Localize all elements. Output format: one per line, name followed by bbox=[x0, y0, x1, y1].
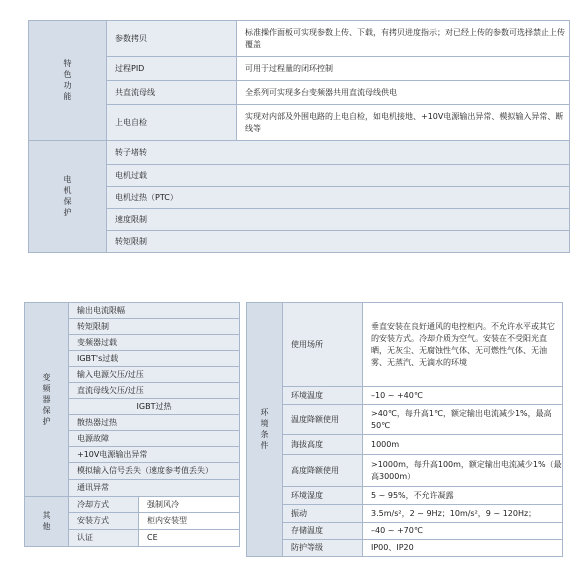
env-name: 环境湿度 bbox=[283, 487, 363, 505]
feature-desc: 全系列可实现多台变频器共用直流母线供电 bbox=[237, 81, 570, 105]
feature-name: 上电自检 bbox=[107, 105, 237, 141]
inverter-protection-item: 模拟输入信号丢失（速度参考值丢失） bbox=[69, 463, 240, 480]
other-value: CE bbox=[139, 530, 240, 547]
inverter-protection-item: IGBT过热 bbox=[69, 399, 240, 415]
category-other: 其他 bbox=[25, 497, 69, 547]
category-inverter-protection: 变频器保护 bbox=[25, 303, 69, 497]
feature-desc: 可用于过程量的闭环控制 bbox=[237, 57, 570, 81]
feature-desc: 实现对内部及外围电路的上电自检，如电机接地、+10V电源输出异常、模拟输入异常、断线等 bbox=[237, 105, 570, 141]
inverter-protection-item: 通讯异常 bbox=[69, 480, 240, 497]
env-name: 存储温度 bbox=[283, 523, 363, 540]
inverter-protection-item: IGBT's过载 bbox=[69, 351, 240, 367]
env-name: 防护等级 bbox=[283, 540, 363, 557]
inverter-protection-item: 电源故障 bbox=[69, 431, 240, 447]
env-name: 环境温度 bbox=[283, 387, 363, 405]
inverter-protection-item: 散热器过热 bbox=[69, 415, 240, 431]
category-motor-protection: 电机保护 bbox=[29, 141, 107, 253]
env-value: >40℃，每升高1℃，额定输出电流减少1%，最高50℃ bbox=[363, 405, 563, 435]
env-value: 5 ~ 95%，不允许凝露 bbox=[363, 487, 563, 505]
inverter-protection-item: 输入电源欠压/过压 bbox=[69, 367, 240, 383]
motor-protection-item: 电机过载 bbox=[107, 165, 570, 187]
env-name: 温度降额使用 bbox=[283, 405, 363, 435]
category-environment: 环境条件 bbox=[247, 303, 283, 557]
env-name: 使用场所 bbox=[283, 303, 363, 387]
feature-name: 共直流母线 bbox=[107, 81, 237, 105]
inverter-protection-item: 输出电流限幅 bbox=[69, 303, 240, 319]
env-value: 1000m bbox=[363, 435, 563, 455]
other-name: 认证 bbox=[69, 530, 139, 547]
inverter-protection-item: 变频器过载 bbox=[69, 335, 240, 351]
feature-name: 参数拷贝 bbox=[107, 21, 237, 57]
env-name: 振动 bbox=[283, 505, 363, 523]
motor-protection-item: 速度限制 bbox=[107, 209, 570, 231]
motor-protection-item: 电机过热（PTC） bbox=[107, 187, 570, 209]
inverter-protection-item: 直流母线欠压/过压 bbox=[69, 383, 240, 399]
feature-name: 过程PID bbox=[107, 57, 237, 81]
motor-protection-item: 转子堵转 bbox=[107, 141, 570, 165]
env-value: –10 ~ +40℃ bbox=[363, 387, 563, 405]
category-features: 特色功能 bbox=[29, 21, 107, 141]
env-name: 高度降额使用 bbox=[283, 455, 363, 487]
other-value: 强制风冷 bbox=[139, 497, 240, 513]
env-name: 海拔高度 bbox=[283, 435, 363, 455]
env-value: 垂直安装在良好通风的电控柜内。不允许水平或其它的安装方式。冷却介质为空气。安装在不受阳光直晒，无灰尘、无腐蚀性气体、无可燃性气体、无油雾、无蒸汽、无滴水的环境 bbox=[363, 303, 563, 387]
motor-protection-item: 转矩限制 bbox=[107, 231, 570, 253]
other-name: 冷却方式 bbox=[69, 497, 139, 513]
feature-desc: 标准操作面板可实现参数上传、下载，有拷贝进度指示；对已经上传的参数可选择禁止上传覆盖 bbox=[237, 21, 570, 57]
inverter-protection-item: 转矩限制 bbox=[69, 319, 240, 335]
features-motor-table bbox=[28, 20, 570, 253]
environment-table bbox=[246, 302, 563, 557]
inverter-protection-table bbox=[24, 302, 240, 547]
env-value: IP00、IP20 bbox=[363, 540, 563, 557]
inverter-protection-item: +10V电源输出异常 bbox=[69, 447, 240, 463]
other-value: 柜内安装型 bbox=[139, 513, 240, 530]
env-value: 3.5m/s²，2 ~ 9Hz；10m/s²，9 ~ 120Hz； bbox=[363, 505, 563, 523]
other-name: 安装方式 bbox=[69, 513, 139, 530]
env-value: >1000m，每升高100m，额定输出电流减少1%（最高3000m） bbox=[363, 455, 563, 487]
env-value: –40 ~ +70℃ bbox=[363, 523, 563, 540]
